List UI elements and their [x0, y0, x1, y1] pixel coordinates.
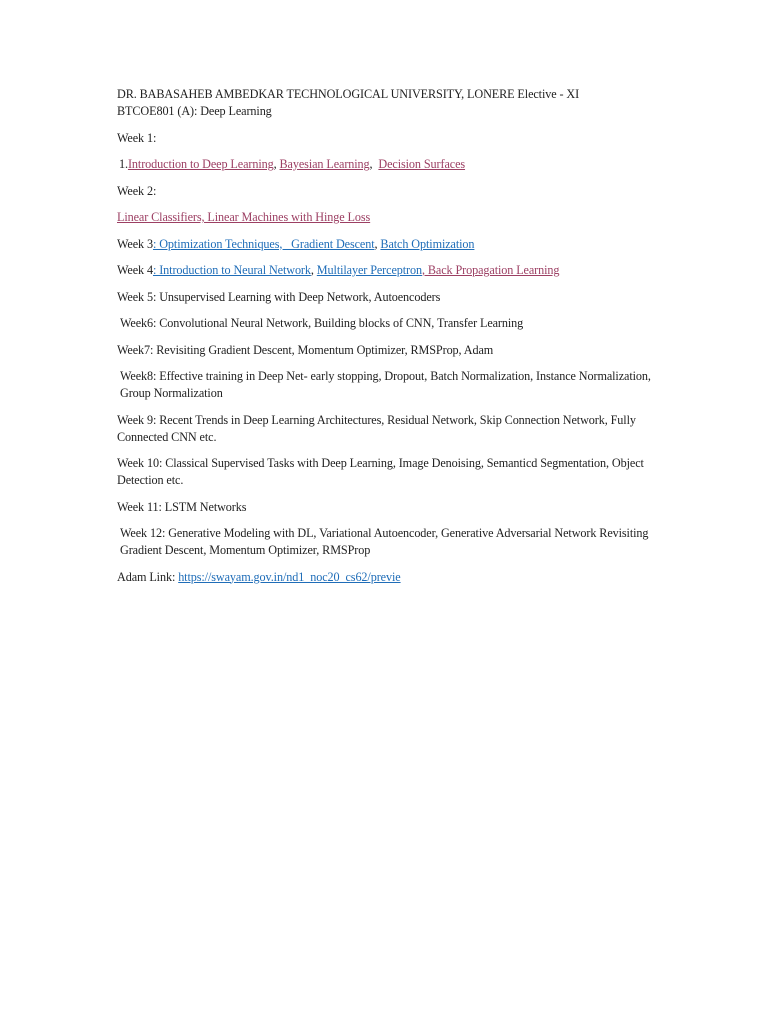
week7-topics: Week7: Revisiting Gradient Descent, Momentum Optimizer, RMSProp, Adam	[117, 342, 494, 357]
course-header	[117, 86, 657, 120]
link-batch-optimization[interactable]: Batch Optimization	[380, 236, 475, 251]
week2-topics	[117, 209, 657, 226]
week10-topics: Week 10: Classical Supervised Tasks with Deep Learning, Image Denoising, Semanticd Segmentation, Object Detection etc.	[117, 456, 644, 487]
week9-topics: Week 9: Recent Trends in Deep Learning Architectures, Residual Network, Skip Connection Network, Fully Connected CNN etc.	[117, 412, 636, 444]
adam-link-label: Adam Link:	[117, 569, 179, 584]
week11-topics: Week 11: LSTM Networks	[117, 499, 247, 514]
week1-heading: Week 1:	[117, 130, 157, 145]
header-line-1: DR. BABASAHEB AMBEDKAR TECHNOLOGICAL UNIVERSITY, LONERE Elective - XI	[117, 87, 580, 101]
week4-separator: ,	[310, 263, 317, 277]
link-multilayer-perceptron[interactable]: Multilayer Perceptron	[316, 263, 422, 277]
link-intro-neural-network[interactable]: : Introduction to Neural Network	[152, 263, 311, 277]
link-optimization-techniques[interactable]: : Optimization Techniques, Gradient Descent	[152, 236, 375, 251]
link-linear-classifiers[interactable]: Linear Classifiers, Linear Machines with Hinge Loss	[117, 210, 371, 224]
week2-heading: Week 2:	[117, 183, 157, 198]
week1-topics	[117, 156, 657, 173]
week1-separator-1: ,	[273, 157, 280, 171]
week1-number: 1.	[119, 157, 128, 171]
link-decision-surfaces[interactable]: Decision Surfaces	[378, 157, 466, 171]
link-bayesian-learning[interactable]: Bayesian Learning	[279, 157, 370, 171]
week3-topics	[117, 236, 657, 253]
week4-label: Week 4	[117, 263, 153, 277]
week3-separator: ,	[374, 236, 381, 251]
link-intro-deep-learning[interactable]: Introduction to Deep Learning	[127, 157, 274, 171]
week6-topics: Week6: Convolutional Neural Network, Building blocks of CNN, Transfer Learning	[120, 316, 524, 330]
week8-topics: Week8: Effective training in Deep Net- early stopping, Dropout, Batch Normalization, Instance Normalization, Group Normalization	[120, 369, 651, 400]
header-line-2: BTCOE801 (A): Deep Learning	[117, 104, 272, 118]
week1-separator-2: ,	[369, 157, 379, 171]
week5-topics: Week 5: Unsupervised Learning with Deep Network, Autoencoders	[117, 289, 441, 304]
document-body	[117, 86, 657, 595]
week4-topics	[117, 262, 657, 279]
week3-label: Week 3	[117, 236, 153, 251]
link-back-propagation[interactable]: , Back Propagation Learning	[421, 263, 560, 277]
adam-link-line	[117, 569, 657, 586]
week12-topics: Week 12: Generative Modeling with DL, Variational Autoencoder, Generative Adversarial Network Revisiting Gradient Descent, Momentum Optimizer, RMSProp	[120, 526, 649, 557]
link-swayam-course[interactable]: https://swayam.gov.in/nd1_noc20_cs62/previe	[178, 569, 401, 584]
